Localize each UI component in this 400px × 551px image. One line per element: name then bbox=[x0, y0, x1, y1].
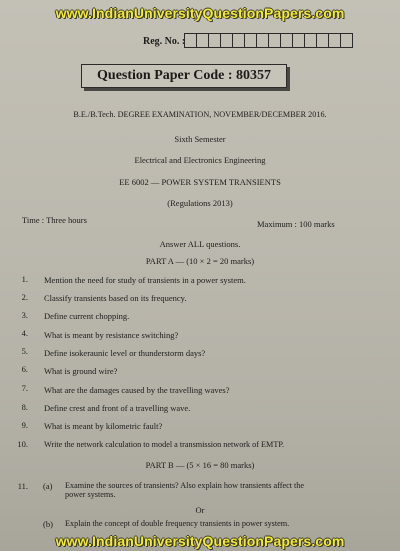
question-text: Classify transients based on its frequency. bbox=[44, 293, 187, 303]
question-text: Explain the concept of double frequency transients in power system. bbox=[65, 519, 290, 528]
part-a-heading: PART A — (10 × 2 = 20 marks) bbox=[145, 256, 255, 266]
time-allowed: Time : Three hours bbox=[22, 215, 87, 225]
part-b-heading: PART B — (5 × 16 = 80 marks) bbox=[145, 460, 255, 470]
question-number: 11. bbox=[17, 481, 28, 491]
watermark-bottom: www.IndianUniversityQuestionPapers.com bbox=[55, 533, 345, 549]
course-title: EE 6002 — POWER SYSTEM TRANSIENTS bbox=[119, 177, 281, 187]
sub-question-label: (b) bbox=[43, 519, 53, 529]
question-text: Write the network calculation to model a transmission network of EMTP. bbox=[44, 440, 285, 449]
reg-no-label: Reg. No. : bbox=[143, 36, 186, 47]
question-text: Examine the sources of transients? Also explain how transients affect the bbox=[65, 481, 305, 490]
regulations: (Regulations 2013) bbox=[167, 198, 233, 208]
instruction: Answer ALL questions. bbox=[159, 239, 241, 249]
question-text: Define current chopping. bbox=[44, 311, 130, 321]
question-number: 5. bbox=[21, 346, 28, 356]
reg-no-boxes bbox=[185, 33, 353, 48]
maximum-marks: Maximum : 100 marks bbox=[257, 219, 335, 229]
watermark-top: www.IndianUniversityQuestionPapers.com bbox=[55, 5, 345, 21]
question-number: 2. bbox=[21, 292, 28, 302]
question-number: 10. bbox=[17, 439, 28, 449]
sub-question-label: (a) bbox=[43, 481, 53, 491]
question-text: Mention the need for study of transients in a power system. bbox=[44, 275, 246, 285]
semester: Sixth Semester bbox=[174, 134, 226, 144]
question-text: Define crest and front of a travelling wave. bbox=[44, 403, 191, 413]
question-number: 9. bbox=[21, 420, 28, 430]
department: Electrical and Electronics Engineering bbox=[134, 155, 266, 165]
question-number: 3. bbox=[21, 310, 28, 320]
question-number: 6. bbox=[21, 364, 28, 374]
question-text: What is meant by resistance switching? bbox=[44, 330, 179, 340]
reg-box bbox=[340, 33, 353, 48]
question-text: What is ground wire? bbox=[44, 366, 118, 376]
or-separator: Or bbox=[195, 505, 205, 515]
question-number: 4. bbox=[21, 328, 28, 338]
question-text: What are the damages caused by the travelling waves? bbox=[44, 385, 230, 395]
question-text: power systems. bbox=[65, 490, 116, 499]
question-number: 8. bbox=[21, 402, 28, 412]
exam-title: B.E./B.Tech. DEGREE EXAMINATION, NOVEMBER/DECEMBER 2016. bbox=[73, 110, 327, 119]
paper-code: Question Paper Code : 80357 bbox=[97, 68, 271, 83]
paper-code-box bbox=[81, 64, 287, 88]
question-number: 7. bbox=[21, 383, 28, 393]
question-number: 1. bbox=[21, 274, 28, 284]
question-text: What is meant by kilometric fault? bbox=[44, 421, 163, 431]
question-text: Define isokeraunic level or thunderstorm days? bbox=[44, 348, 206, 358]
